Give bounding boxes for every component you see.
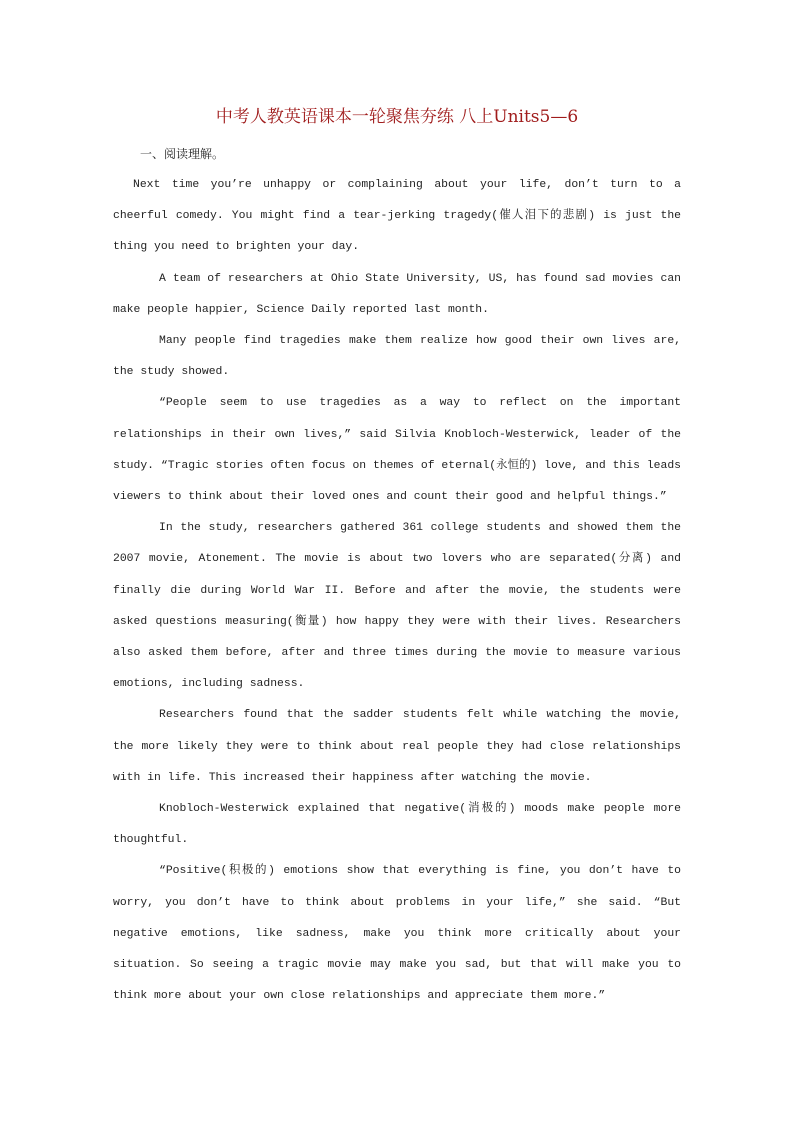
paragraph-1: Next time you’re unhappy or complaining about your life, don’t turn to a cheerful comedy. You might find a tear-jerking tragedy(催人泪下的悲剧) is just the thing you need to brighten your day. [113, 179, 681, 254]
paragraph-2: A team of researchers at Ohio State University, US, has found sad movies can make people happier, Science Daily reported last month. [113, 272, 681, 316]
paragraph-3: Many people find tragedies make them realize how good their own lives are, the study showed. [113, 335, 681, 379]
paragraph-5: In the study, researchers gathered 361 college students and showed them the 2007 movie, Atonement. The movie is about two lovers who are separated(分离) and finally die during World War II. Before and after the movie, the students were asked questions measuring(衡量) how happy they were with their lives. Researchers also asked them before, after and three times during the movie to measure various emotions, including sadness. [113, 522, 681, 691]
paragraph-4: “People seem to use tragedies as a way to reflect on the important relationships in their own lives,” said Silvia Knobloch-Westerwick, leader of the study. “Tragic stories often focus on themes of eternal(永恒的) love, and this leads viewers to think about their loved ones and count their good and helpful things.” [113, 397, 681, 504]
section-heading: 一、阅读理解。 [140, 147, 225, 161]
paragraph-7: Knobloch-Westerwick explained that negative(消极的) moods make people more thoughtful. [113, 803, 681, 847]
paragraph-8: “Positive(积极的) emotions show that everything is fine, you don’t have to worry, you don’t have to think about problems in your life,” she said. “But negative emotions, like sadness, make you think more critically about your situation. So seeing a tragic movie may make you sad, but that will make you to think more about your own close relationships and appreciate them more.” [113, 865, 681, 1003]
reading-passage [113, 170, 681, 1012]
document-title: 中考人教英语课本一轮聚焦夯练 八上Units5—6 [215, 107, 579, 127]
paragraph-6: Researchers found that the sadder students felt while watching the movie, the more likely they were to think about real people they had close relationships with in life. This increased their happiness after watching the movie. [113, 709, 681, 784]
